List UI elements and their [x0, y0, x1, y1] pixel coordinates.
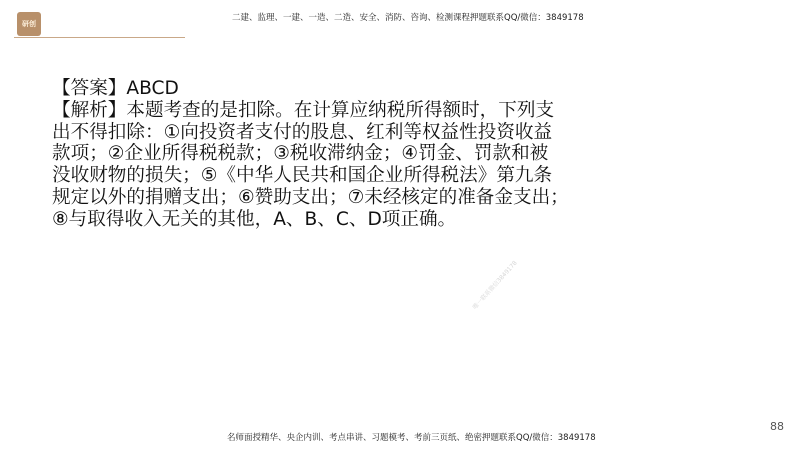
header-divider [14, 37, 185, 38]
answer-explanation [52, 78, 642, 231]
explanation-line-2: 出不得扣除：①向投资者支付的股息、红利等权益性投资收益 [52, 121, 553, 143]
answer-line: 【答案】ABCD [52, 78, 179, 99]
explanation-line-3: 款项；②企业所得税税款；③税收滞纳金；④罚金、罚款和被 [52, 143, 549, 165]
page-number: 88 [770, 420, 784, 433]
explanation-line-1: 【解析】本题考查的是扣除。在计算应纳税所得额时，下列支 [52, 99, 555, 121]
footer-contact-text: 名师面授精华、央企内训、考点串讲、习题模考、考前三页纸、绝密押题联系QQ/微信：3849178 [227, 433, 596, 443]
logo-text: 研创 [22, 20, 36, 28]
explanation-line-4: 没收财物的损失；⑤《中华人民共和国企业所得税法》第九条 [52, 165, 553, 187]
explanation-line-5: 规定以外的捐赠支出；⑥赞助支出；⑦未经核定的准备金支出； [52, 186, 569, 208]
header-contact-text: 二建、监理、一建、一造、二造、安全、消防、咨询、检测课程押题联系QQ/微信：3849178 [232, 13, 584, 23]
watermark-text: 唯一联系微信3849178 [471, 259, 519, 312]
explanation-line-6: ⑧与取得收入无关的其他，A、B、C、D项正确。 [52, 208, 457, 230]
logo [17, 12, 41, 36]
